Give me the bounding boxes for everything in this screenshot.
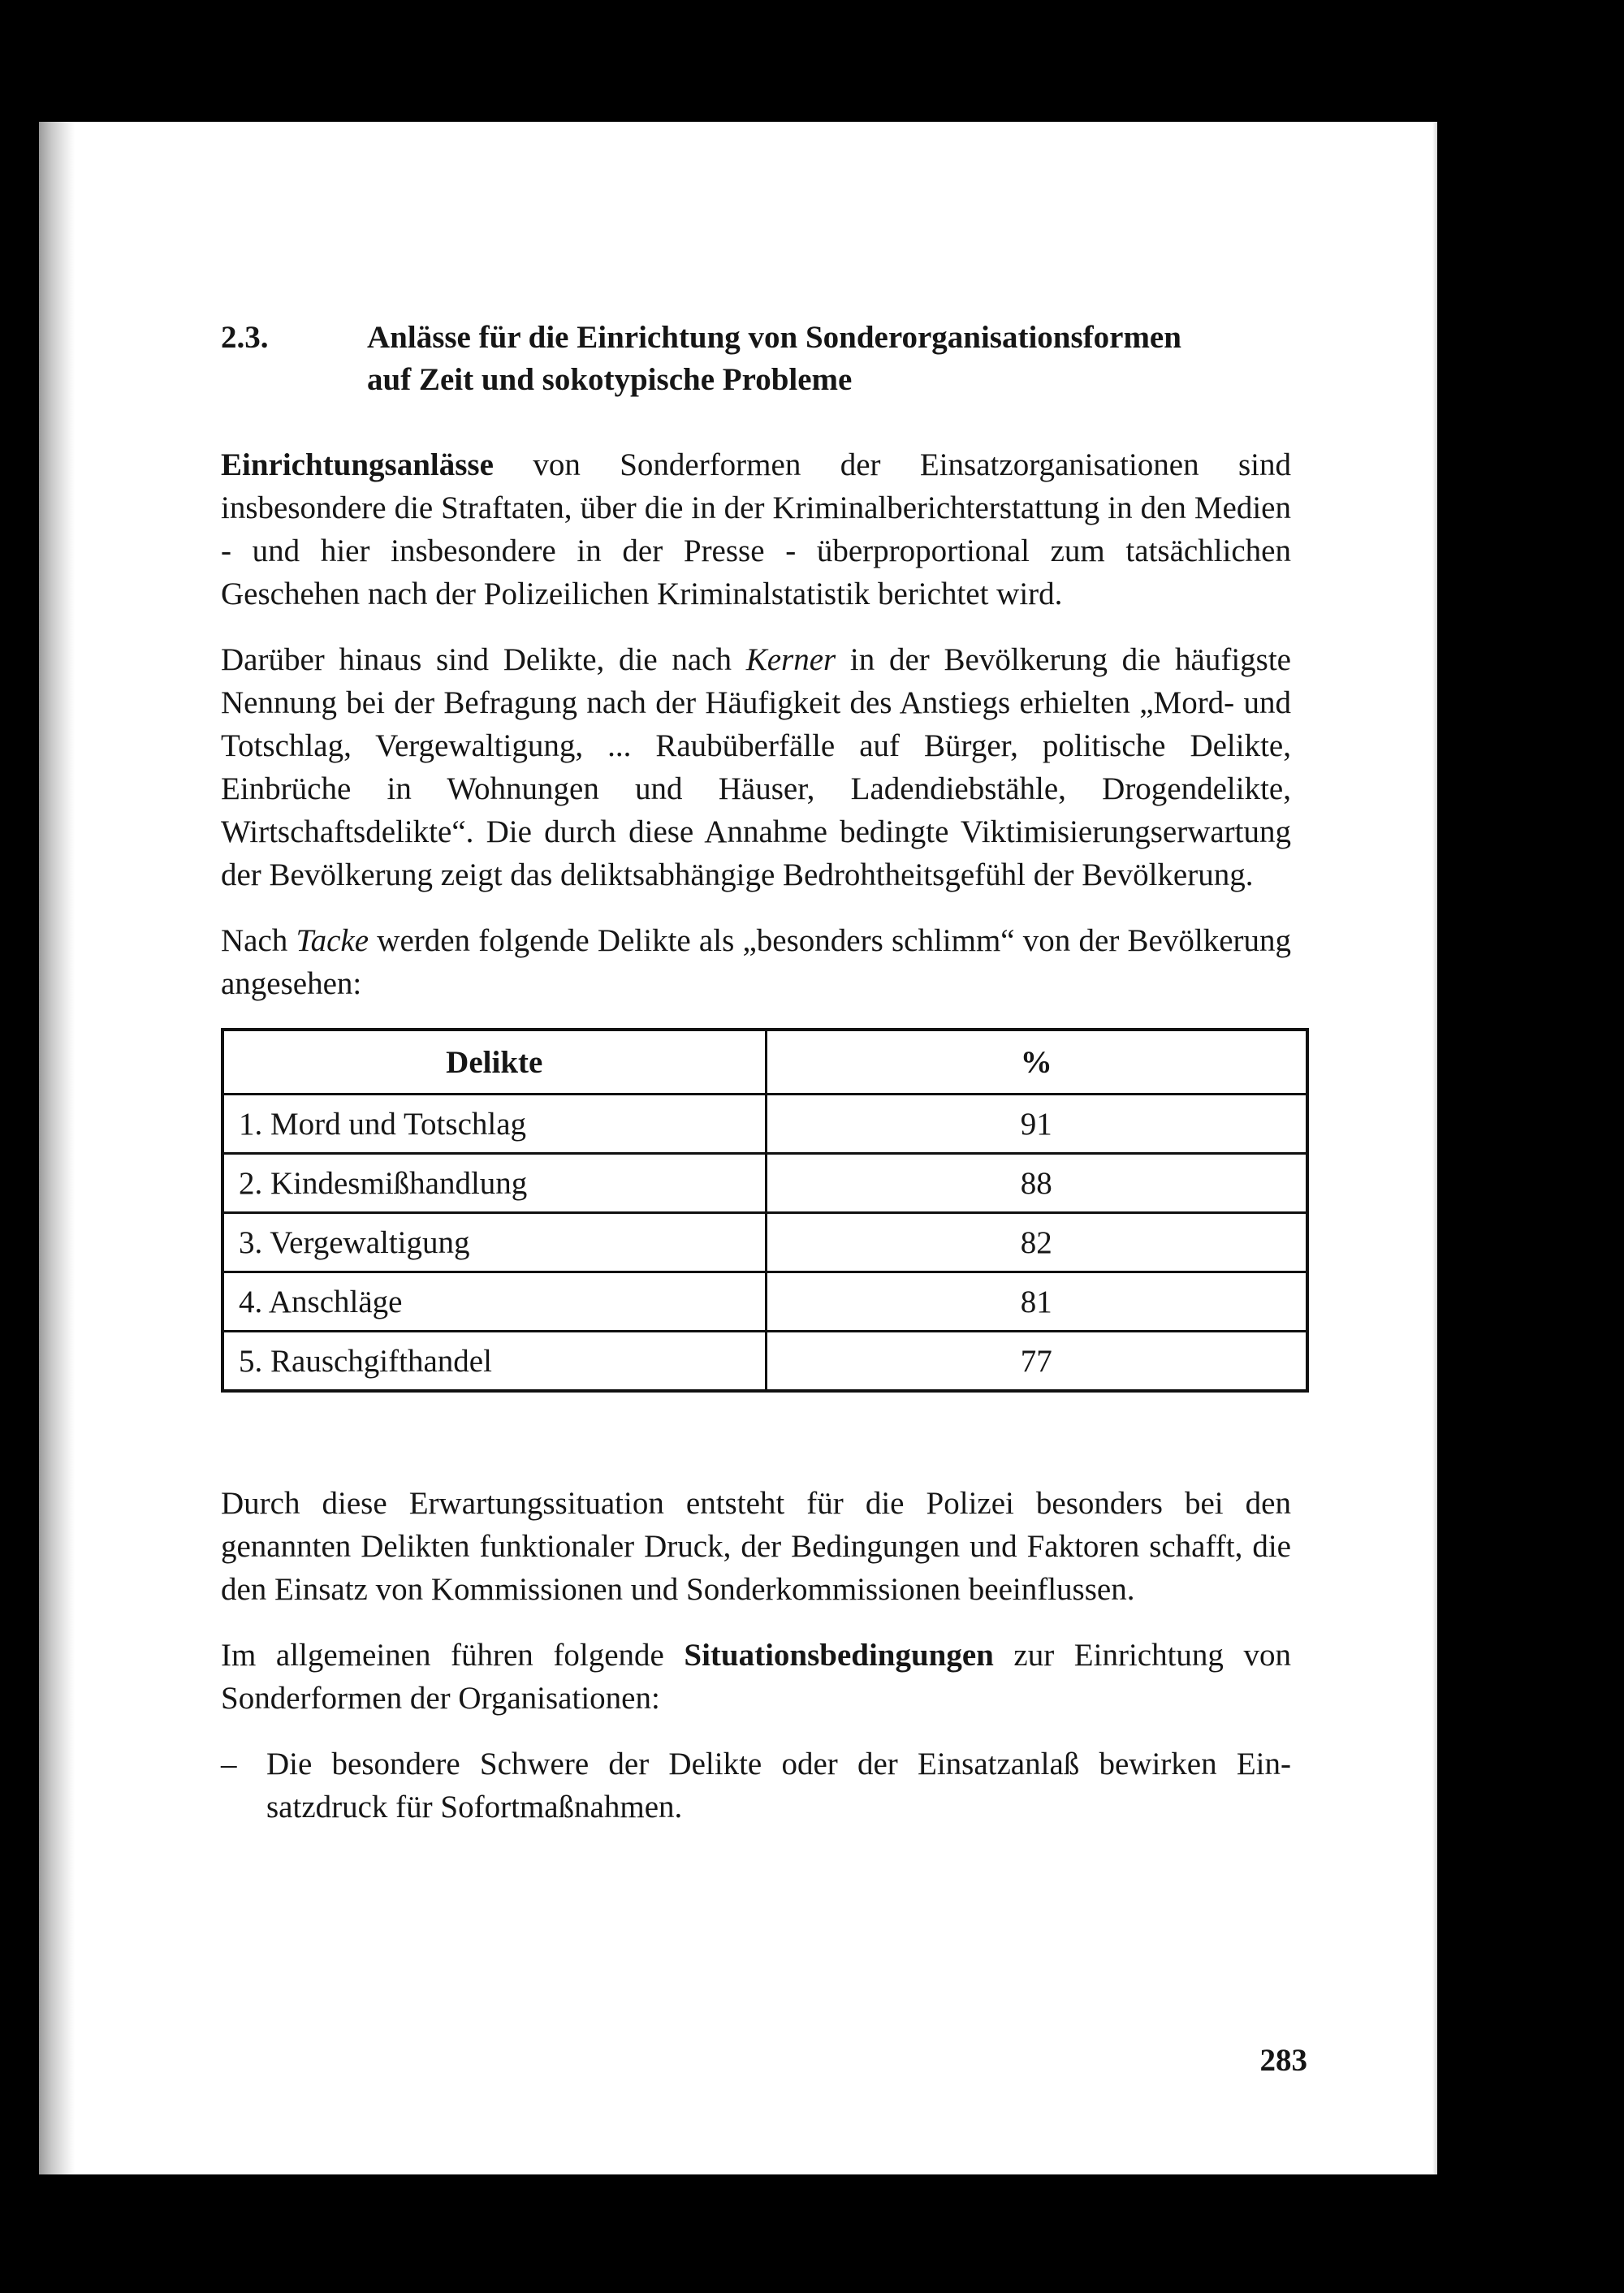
- spine-shadow: [39, 122, 75, 2174]
- paragraph-1-text: von Sonderformen der Einsatzorganisationen sind insbesondere die Straftaten, über die in der Kriminalberichterstattung in den Medien - und hier insbesondere in der Presse - überproportional zum tatsächlichen Geschehen nach der Polizeilichen Kriminalstatistik berichtet wird.: [221, 447, 1291, 611]
- delikt-label: 3. Vergewaltigung: [222, 1213, 766, 1272]
- page-number: 283: [1259, 2043, 1307, 2078]
- paragraph-3: [221, 919, 1291, 1005]
- author-kerner: Kerner: [745, 642, 836, 677]
- paragraph-2-after: in der Bevölkerung die häufigste Nennung bei der Befragung nach der Häufigkeit des Anstiegs erhielten „Mord- und Totschlag, Vergewaltigung, ... Raubüberfälle auf Bürger, politische Delikte, Einbrüche in Wohnungen und Häuser, Ladendiebstähle, Drogendelikte, Wirtschaftsdelikte“. Die durch diese Annahme bedingte Viktimisierungserwartung der Bevölkerung zeigt das deliktsabhängige Bedrohtheitsgefühl der Bevölkerung.: [221, 642, 1291, 892]
- paragraph-5: [221, 1634, 1291, 1720]
- paragraph-2-before: Darüber hinaus sind Delikte, die nach: [221, 642, 746, 677]
- author-tacke: Tacke: [296, 923, 369, 958]
- section-title-line-1: Anlässe für die Einrichtung von Sonderorganisationsformen: [367, 320, 1181, 355]
- paragraph-1: [221, 443, 1291, 615]
- book-page: [39, 122, 1437, 2174]
- table-header-row: [222, 1030, 1307, 1095]
- table-row: [222, 1272, 1307, 1332]
- section-title: [367, 317, 1291, 401]
- delikt-label: 4. Anschläge: [222, 1272, 766, 1332]
- term-situationsbedingungen: Situationsbedingungen: [684, 1638, 994, 1673]
- delikte-table: [221, 1028, 1309, 1393]
- delikt-percent: 81: [766, 1272, 1307, 1332]
- table-row: [222, 1095, 1307, 1154]
- bullet-item: [221, 1742, 1291, 1829]
- column-header-percent: %: [766, 1030, 1307, 1095]
- page-content: [221, 317, 1291, 1829]
- section-number: 2.3.: [221, 320, 269, 355]
- page-edge: [1432, 122, 1437, 2174]
- section-heading: [221, 317, 1291, 401]
- delikt-percent: 91: [766, 1095, 1307, 1154]
- table-row: [222, 1332, 1307, 1392]
- delikt-label: 2. Kindesmißhandlung: [222, 1154, 766, 1213]
- delikt-percent: 82: [766, 1213, 1307, 1272]
- paragraph-5-after: zur Einrichtung von Sonderformen der Organisationen:: [221, 1638, 1291, 1716]
- paragraph-3-before: Nach: [221, 923, 296, 958]
- paragraph-2: [221, 638, 1291, 896]
- paragraph-3-after: werden folgende Delikte als „besonders schlimm“ von der Bevölkerung angesehen:: [221, 923, 1291, 1001]
- delikt-percent: 77: [766, 1332, 1307, 1392]
- bullet-dash: –: [221, 1747, 237, 1781]
- paragraph-4: Durch diese Erwartungssituation entsteht für die Polizei besonders bei den genannten Delikten funktionaler Druck, der Bedingungen und Faktoren schafft, die den Einsatz von Kommissionen und Sonderkommissionen beeinflussen.: [221, 1486, 1291, 1607]
- delikt-percent: 88: [766, 1154, 1307, 1213]
- bullet-text: Die besondere Schwere der Delikte oder der Einsatzanlaß bewirken Einsatzdruck für Sofortmaßnahmen.: [266, 1747, 1291, 1824]
- delikt-label: 5. Rauschgifthandel: [222, 1332, 766, 1392]
- table-row: [222, 1213, 1307, 1272]
- column-header-delikte: Delikte: [222, 1030, 766, 1095]
- paragraph-5-before: Im allgemeinen führen folgende: [221, 1638, 685, 1673]
- delikt-label: 1. Mord und Totschlag: [222, 1095, 766, 1154]
- term-einrichtungsanlaesse: Einrichtungsanlässe: [221, 447, 494, 482]
- section-title-line-2: auf Zeit und sokotypische Probleme: [367, 362, 853, 397]
- table-row: [222, 1154, 1307, 1213]
